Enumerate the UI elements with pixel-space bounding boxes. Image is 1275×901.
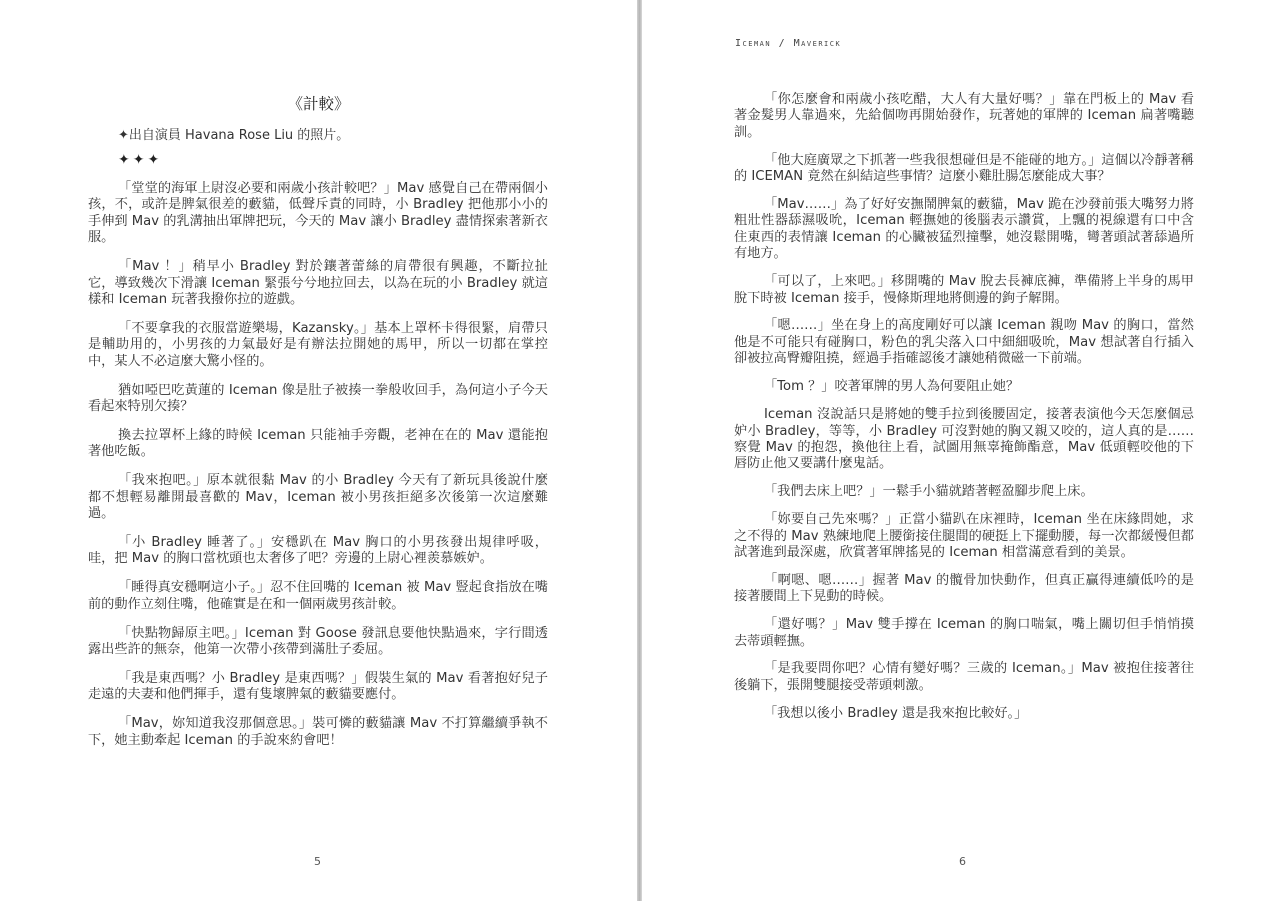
section-divider: ✦✦✦ [118,152,163,168]
paragraph: 「Mav ！」稍早小 Bradley 對於鑲著蕾絲的肩帶很有興趣，不斷拉扯它，導致幾次下滑讓 Iceman 緊張兮兮地拉回去，以為在玩的小 Bradley 就這樣和 Iceman 玩著我撥你拉的遊戲。 [88,259,548,307]
right-page [642,0,1275,901]
paragraph: 「Mav……」為了好好安撫鬧脾氣的藪貓，Mav 跪在沙發前張大嘴努力將粗壯性器舔濕吸吮，Iceman 輕撫她的後腦表示讚賞，上飄的視線還有口中含住東西的表情讓 Iceman 的心臟被猛烈撞擊，她沒鬆開嘴，彎著頭試著舔過所有地方。 [734,197,1194,262]
page-number-left: 5 [314,855,321,868]
paragraph: 「小 Bradley 睡著了。」安穩趴在 Mav 胸口的小男孩發出規律呼吸，哇，把 Mav 的胸口當枕頭也太奢侈了吧？旁邊的上尉心裡羨慕嫉妒。 [88,534,548,567]
page-number-right: 6 [959,855,966,868]
paragraph: 「快點物歸原主吧。」Iceman 對 Goose 發訊息要他快點過來，字行間透露出些許的無奈，他第一次帶小孩帶到滿肚子委屈。 [88,625,548,657]
paragraph: 「我是東西嗎？小 Bradley 是東西嗎？」假裝生氣的 Mav 看著抱好兒子走遠的夫妻和他們揮手，還有隻壞脾氣的藪貓要應付。 [88,670,548,703]
paragraph: 「Mav，妳知道我沒那個意思。」裝可憐的藪貓讓 Mav 不打算繼續爭執不下，她主動牽起 Iceman 的手說來約會吧！ [88,716,548,748]
paragraph: 「可以了，上來吧。」移開嘴的 Mav 脫去長褲底褲，準備將上半身的馬甲脫下時被 Iceman 接手，慢條斯理地將側邊的鉤子解開。 [734,274,1194,306]
paragraph: 「妳要自己先來嗎？」正當小貓趴在床裡時，Iceman 坐在床緣問她，求之不得的 Mav 熟練地爬上腰銜接住腿間的硬挺上下擺動腰，每一次都緩慢但都試著進到最深處，欣賞著軍牌搖晃的 Iceman 相當滿意看到的美景。 [734,512,1194,560]
paragraph: 「還好嗎？」Mav 雙手撐在 Iceman 的胸口喘氣，嘴上關切但手悄悄摸去蒂頭輕撫。 [734,617,1194,649]
paragraph: 「我們去床上吧？」一鬆手小貓就踏著輕盈腳步爬上床。 [764,484,1094,500]
paragraph: 換去拉罩杯上緣的時候 Iceman 只能袖手旁觀，老神在在的 Mav 還能抱著他吃飯。 [88,427,548,460]
paragraph: 「我想以後小 Bradley 還是我來抱比較好。」 [764,705,1028,721]
running-header: Iceman / Maverick [735,38,842,49]
paragraph: 「嗯……」坐在身上的高度剛好可以讓 Iceman 親吻 Mav 的胸口，當然他是不可能只有碰胸口，粉色的乳尖落入口中細細吸吮，Mav 想試著自行插入卻被拉高臀瓣阻撓，經過手指確認後才讓她稍微磁一下前端。 [734,318,1194,367]
paragraph: 「我來抱吧。」原本就很黏 Mav 的小 Bradley 今天有了新玩具後說什麼都不想輕易離開最喜歡的 Mav，Iceman 被小男孩拒絕多次後第一次這麼難過。 [88,473,548,521]
chapter-title: 《計較》 [287,95,350,113]
paragraph: 「睡得真安穩啊這小子。」忍不住回嘴的 Iceman 被 Mav 豎起食指放在嘴前的動作立刻住嘴，他確實是在和一個兩歲男孩計較。 [88,580,548,612]
paragraph: 「堂堂的海軍上尉沒必要和兩歲小孩計較吧？」Mav 感覺自己在帶兩個小孩，不，或許是脾氣很差的藪貓，低聲斥責的同時，小 Bradley 把他那小小的手伸到 Mav 的乳溝抽出軍牌把玩，今天的 Mav 讓小 Bradley 盡情探索著新衣服。 [88,181,548,246]
paragraph: 「他大庭廣眾之下抓著一些我很想碰但是不能碰的地方。」這個以冷靜著稱的 ICEMAN 竟然在糾結這些事情？這麼小雞肚腸怎麼能成大事？ [734,152,1194,185]
left-body-text [88,181,548,761]
paragraph: Iceman 沒說話只是將她的雙手拉到後腰固定，接著表演他今天怎麼個忌妒小 Bradley，等等，小 Bradley 可沒對她的胸又親又咬的，這人真的是……察覺 Mav 的抱怨，換他往上看，試圖用無辜掩飾酯意，Mav 低頭輕咬他的下唇防止他又要講什麼鬼話。 [734,407,1194,472]
paragraph: 「你怎麼會和兩歲小孩吃醋，大人有大量好嗎？」靠在門板上的 Mav 看著金髮男人靠過來，先給個吻再開始發作，玩著她的軍牌的 Iceman 扁著嘴聽訓。 [734,92,1194,140]
paragraph: 「不要拿我的衣服當遊樂場，Kazansky。」基本上罩杯卡得很緊，肩帶只是輔助用的，小男孩的力氣最好是有辦法拉開她的馬甲，所以一切都在掌控中，某人不必這麼大驚小怪的。 [88,320,548,369]
source-note: ✦出自演員 Havana Rose Liu 的照片。 [118,128,350,143]
right-body-text [734,92,1194,734]
paragraph: 「啊嗯、嗯……」握著 Mav 的髖骨加快動作，但真正贏得連續低吟的是接著腰間上下晃動的時候。 [734,572,1194,605]
paragraph: 「是我要問你吧？心情有變好嗎？三歲的 Iceman。」Mav 被抱住接著往後躺下，張開雙腿接受蒂頭刺激。 [734,661,1194,693]
left-page [0,0,637,901]
paragraph: 「Tom ？」咬著軍牌的男人為何要阻止她？ [764,379,1020,395]
paragraph: 猶如啞巴吃黃蓮的 Iceman 像是肚子被揍一拳般收回手，為何這小子今天看起來特別欠揍？ [88,382,548,414]
